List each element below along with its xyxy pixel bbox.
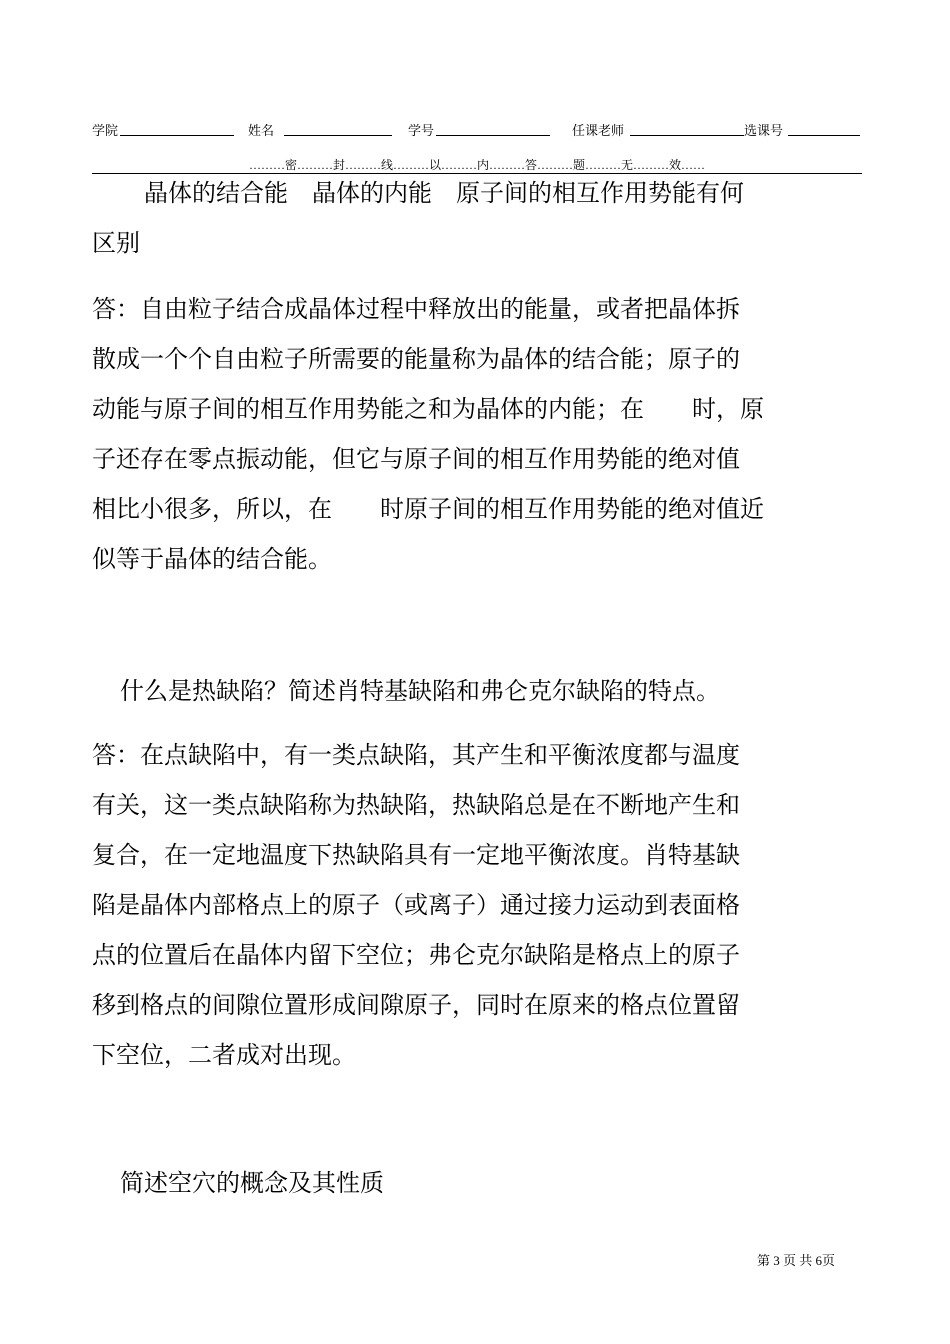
teacher-field[interactable] [630, 135, 744, 136]
question-2: 什么是热缺陷？简述肖特基缺陷和弗仑克尔缺陷的特点。 [120, 677, 720, 705]
answer-1-line-6: 似等于晶体的结合能。 [92, 545, 332, 573]
name-field[interactable] [284, 135, 392, 136]
answer-2-line-4: 陷是晶体内部格点上的原子（或离子）通过接力运动到表面格 [92, 891, 740, 919]
seal-line-text: ………密………封………线………以………内………答………题………无………效…… [248, 158, 705, 172]
answer-1-line-1: 答：自由粒子结合成晶体过程中释放出的能量，或者把晶体拆 [92, 295, 740, 323]
question-1-line-2: 区别 [92, 229, 140, 257]
seal-divider [92, 173, 862, 174]
question-1-line-1: 晶体的结合能 晶体的内能 原子间的相互作用势能有何 [120, 179, 744, 207]
answer-2-line-2: 有关，这一类点缺陷称为热缺陷，热缺陷总是在不断地产生和 [92, 791, 740, 819]
answer-2-line-1: 答：在点缺陷中，有一类点缺陷，其产生和平衡浓度都与温度 [92, 741, 740, 769]
name-label: 姓名 [248, 123, 275, 138]
answer-1-line-5: 相比小很多，所以，在 时原子间的相互作用势能的绝对值近 [92, 495, 764, 523]
course-no-label: 选课号 [744, 123, 784, 138]
course-no-field[interactable] [788, 135, 860, 136]
answer-1-line-4: 子还存在零点振动能，但它与原子间的相互作用势能的绝对值 [92, 445, 740, 473]
answer-1-line-3: 动能与原子间的相互作用势能之和为晶体的内能；在 时，原 [92, 395, 764, 423]
answer-2-line-3: 复合，在一定地温度下热缺陷具有一定地平衡浓度。肖特基缺 [92, 841, 740, 869]
college-label: 学院 [92, 123, 119, 138]
answer-2-line-6: 移到格点的间隙位置形成间隙原子，同时在原来的格点位置留 [92, 991, 740, 1019]
page-number: 第 3 页 共 6页 [757, 1253, 836, 1268]
answer-2-line-7: 下空位，二者成对出现。 [92, 1041, 356, 1069]
answer-2-line-5: 点的位置后在晶体内留下空位；弗仑克尔缺陷是格点上的原子 [92, 941, 740, 969]
college-field[interactable] [120, 135, 234, 136]
question-3: 简述空穴的概念及其性质 [120, 1169, 384, 1197]
answer-1-line-2: 散成一个个自由粒子所需要的能量称为晶体的结合能；原子的 [92, 345, 740, 373]
student-info-header [92, 120, 862, 140]
student-id-label: 学号 [408, 123, 435, 138]
student-id-field[interactable] [436, 135, 550, 136]
teacher-label: 任课老师 [572, 123, 625, 138]
